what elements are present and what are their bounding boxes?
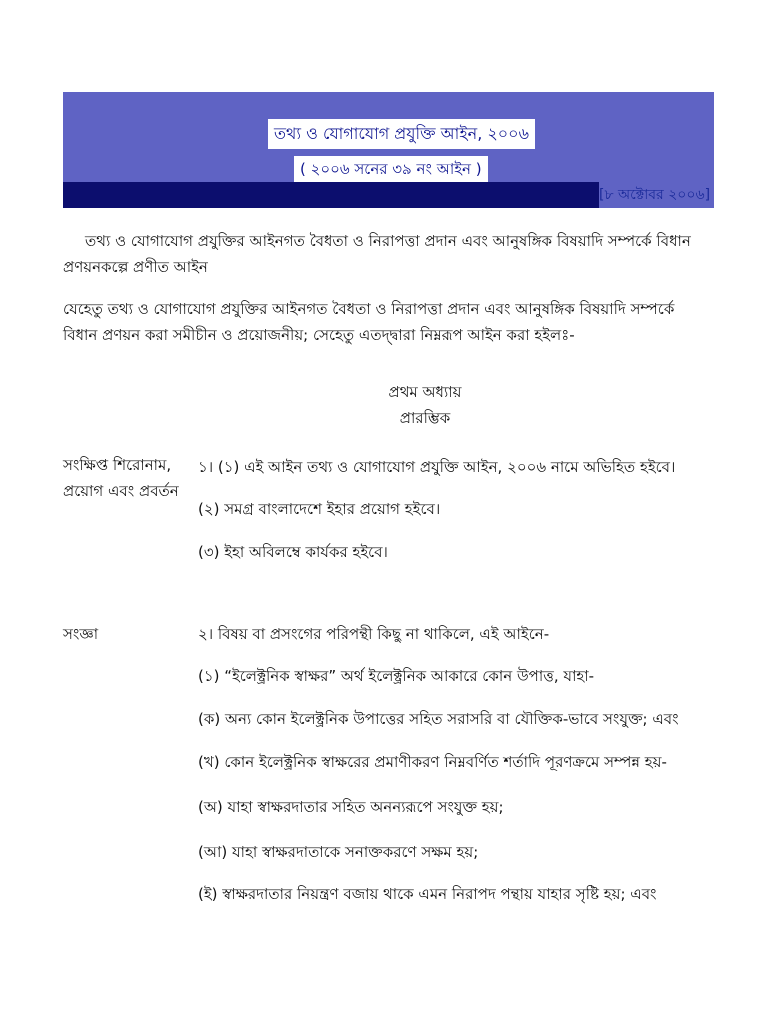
preamble: তথ্য ও যোগাযোগ প্রযুক্তির আইনগত বৈধতা ও নিরাপত্তা প্রদান এবং আনুষঙ্গিক বিষয়াদি সম্পর্কে বিধান প্রণয়নকল্পে প্রণীত আইন	[63, 232, 691, 276]
section1-clause-2: (২) সমগ্র বাংলাদেশে ইহার প্রয়োগ হইবে।	[198, 500, 441, 518]
chapter-title: প্রারম্ভিক	[399, 409, 451, 427]
act-title: তথ্য ও যোগাযোগ প্রযুক্তি আইন, ২০০৬	[268, 119, 535, 149]
act-number: ( ২০০৬ সনের ৩৯ নং আইন )	[294, 156, 488, 182]
section2-clause-2: (১) “ইলেক্ট্রনিক স্বাক্ষর” অর্থ ইলেক্ট্রনিক আকারে কোন উপাত্ত, যাহা-	[198, 667, 595, 685]
act-date: [৮ অক্টোবর ২০০৬]	[599, 187, 711, 203]
section2-clause-3: (ক) অন্য কোন ইলেক্ট্রনিক উপাত্তের সহিত সরাসরি বা যৌক্তিক-ভাবে সংযুক্ত; এবং	[198, 710, 679, 728]
header-dark-strip	[63, 182, 599, 208]
section2-clause-7: (ই) স্বাক্ষরদাতার নিয়ন্ত্রণ বজায় থাকে এমন নিরাপদ পন্থায় যাহার সৃষ্টি হয়; এবং	[198, 885, 657, 903]
section2-clause-4: (খ) কোন ইলেক্ট্রনিক স্বাক্ষরের প্রমাণীকরণ নিম্নবর্ণিত শর্তাদি পূরণক্রমে সম্পন্ন হয়-	[198, 753, 667, 771]
recital: যেহেতু তথ্য ও যোগাযোগ প্রযুক্তির আইনগত বৈধতা ও নিরাপত্তা প্রদান এবং আনুষঙ্গিক বিষয়াদি সম্পর্কে বিধান প্রণয়ন করা সমীচীন ও প্রয়োজনীয়; সেহেতু এতদ্দ্বারা নিম্নরূপ আইন করা হইলঃ-	[63, 300, 675, 344]
section1-clause-3: (৩) ইহা অবিলম্বে কার্যকর হইবে।	[198, 543, 388, 561]
section2-clause-6: (আ) যাহা স্বাক্ষরদাতাকে সনাক্তকরণে সক্ষম হয়;	[198, 843, 479, 861]
chapter-number: প্রথম অধ্যায়	[388, 383, 462, 401]
section2-clause-1: ২। বিষয় বা প্রসংগের পরিপন্থী কিছু না থাকিলে, এই আইনে-	[198, 625, 550, 643]
section1-clause-1: ১। (১) এই আইন তথ্য ও যোগাযোগ প্রযুক্তি আইন, ২০০৬ নামে অভিহিত হইবে।	[198, 458, 676, 476]
section2-side-label: সংজ্ঞা	[63, 625, 99, 643]
section1-side-label: সংক্ষিপ্ত শিরোনাম, প্রয়োগ এবং প্রবর্তন	[63, 456, 179, 500]
section2-clause-5: (অ) যাহা স্বাক্ষরদাতার সহিত অনন্যরূপে সংযুক্ত হয়;	[198, 798, 504, 816]
